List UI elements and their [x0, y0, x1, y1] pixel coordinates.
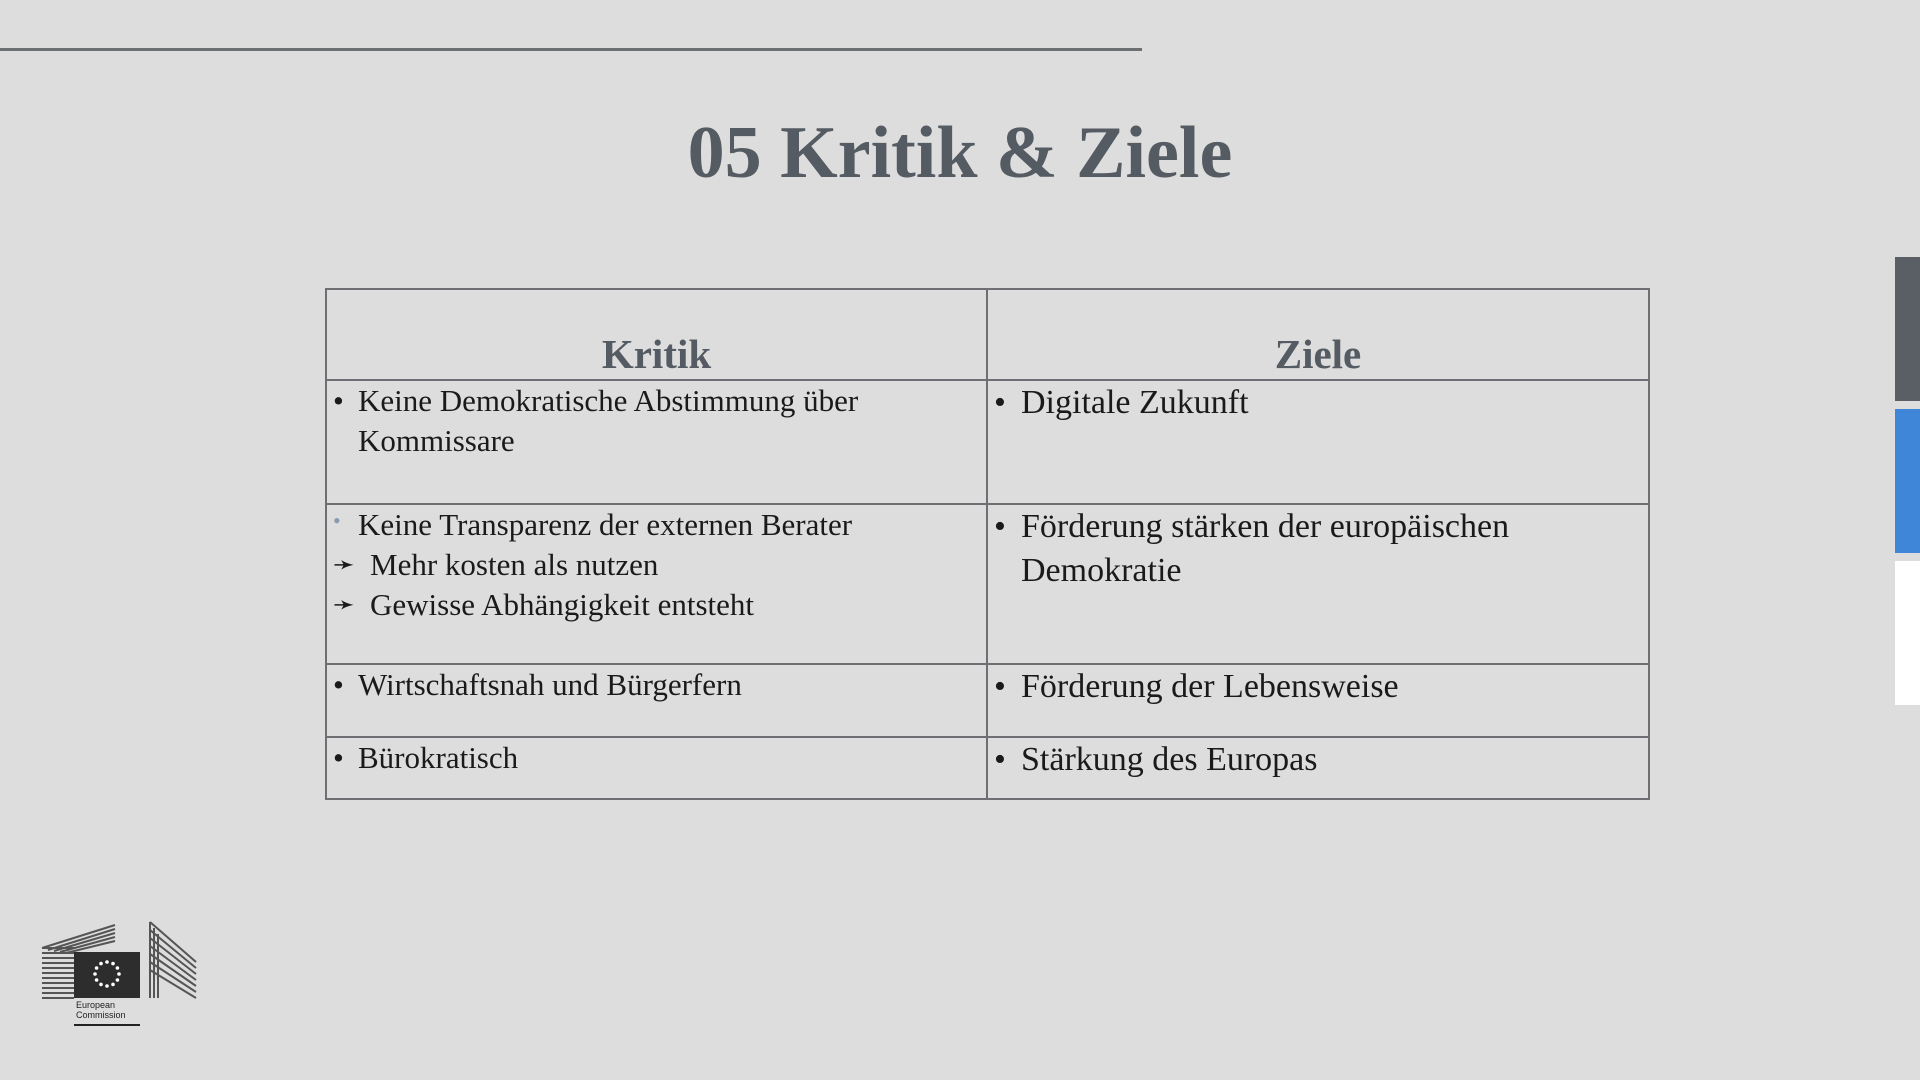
list-item-text: Digitale Zukunft	[1021, 384, 1249, 421]
side-tab-blue[interactable]	[1895, 409, 1920, 553]
european-commission-logo	[40, 920, 200, 1030]
list-item	[988, 505, 1648, 549]
kritik-cell	[326, 504, 987, 664]
logo-underline	[74, 1024, 140, 1026]
list-item-continuation	[327, 421, 986, 461]
ziele-cell	[987, 737, 1649, 799]
list-item	[327, 505, 986, 545]
list-item	[327, 381, 986, 421]
bullet-icon: •	[333, 740, 344, 775]
bullet-icon: •	[994, 508, 1006, 545]
list-item	[327, 665, 986, 705]
list-item	[988, 665, 1648, 709]
list-item-text: Bürokratisch	[358, 740, 519, 775]
ziele-cell	[987, 664, 1649, 737]
bullet-icon: •	[994, 741, 1006, 778]
arrow-right-icon: ➛	[333, 550, 355, 579]
ziele-cell	[987, 380, 1649, 504]
sub-list-item	[327, 585, 986, 625]
list-item	[988, 738, 1648, 782]
list-item-text: Gewisse Abhängigkeit entsteht	[370, 587, 754, 622]
sub-list-item	[327, 545, 986, 585]
kritik-cell	[326, 737, 987, 799]
table-row	[326, 380, 1649, 504]
bullet-icon: •	[994, 384, 1006, 421]
header-kritik: Kritik	[326, 289, 987, 380]
list-item-text: Demokratie	[1021, 552, 1182, 589]
logo-caption	[76, 1000, 126, 1020]
table-header-row	[326, 289, 1649, 380]
ziele-cell	[987, 504, 1649, 664]
table-row	[326, 737, 1649, 799]
kritik-cell	[326, 380, 987, 504]
list-item	[988, 381, 1648, 425]
bullet-icon: •	[333, 383, 344, 418]
side-tabs	[1895, 257, 1920, 713]
logo-line-1: European	[76, 1000, 116, 1010]
list-item-text: Kommissare	[358, 423, 515, 458]
bullet-icon: •	[333, 667, 344, 702]
header-ziele: Ziele	[987, 289, 1649, 380]
logo-line-2: Commission	[76, 1010, 126, 1020]
list-item	[327, 738, 986, 778]
list-item-text: Keine Transparenz der externen Berater	[358, 507, 853, 542]
table-row	[326, 664, 1649, 737]
list-item-continuation	[988, 549, 1648, 593]
top-divider-line	[0, 48, 1142, 51]
list-item-text: Stärkung des Europas	[1021, 741, 1318, 778]
commission-building-icon	[40, 920, 200, 1000]
kritik-cell	[326, 664, 987, 737]
list-item-text: Wirtschaftsnah und Bürgerfern	[358, 667, 742, 702]
slide-title: 05 Kritik & Ziele	[687, 112, 1233, 194]
table-row	[326, 504, 1649, 664]
kritik-ziele-table	[325, 288, 1650, 800]
arrow-right-icon: ➛	[333, 590, 355, 619]
list-item-text: Förderung stärken der europäischen	[1021, 508, 1510, 545]
bullet-icon: •	[994, 668, 1006, 705]
side-tab-gray[interactable]	[1895, 257, 1920, 401]
side-tab-white[interactable]	[1895, 561, 1920, 705]
list-item-text: Förderung der Lebensweise	[1021, 668, 1399, 705]
list-item-text: Mehr kosten als nutzen	[370, 547, 659, 582]
list-item-text: Keine Demokratische Abstimmung über	[358, 383, 859, 418]
bullet-icon: •	[333, 508, 341, 533]
